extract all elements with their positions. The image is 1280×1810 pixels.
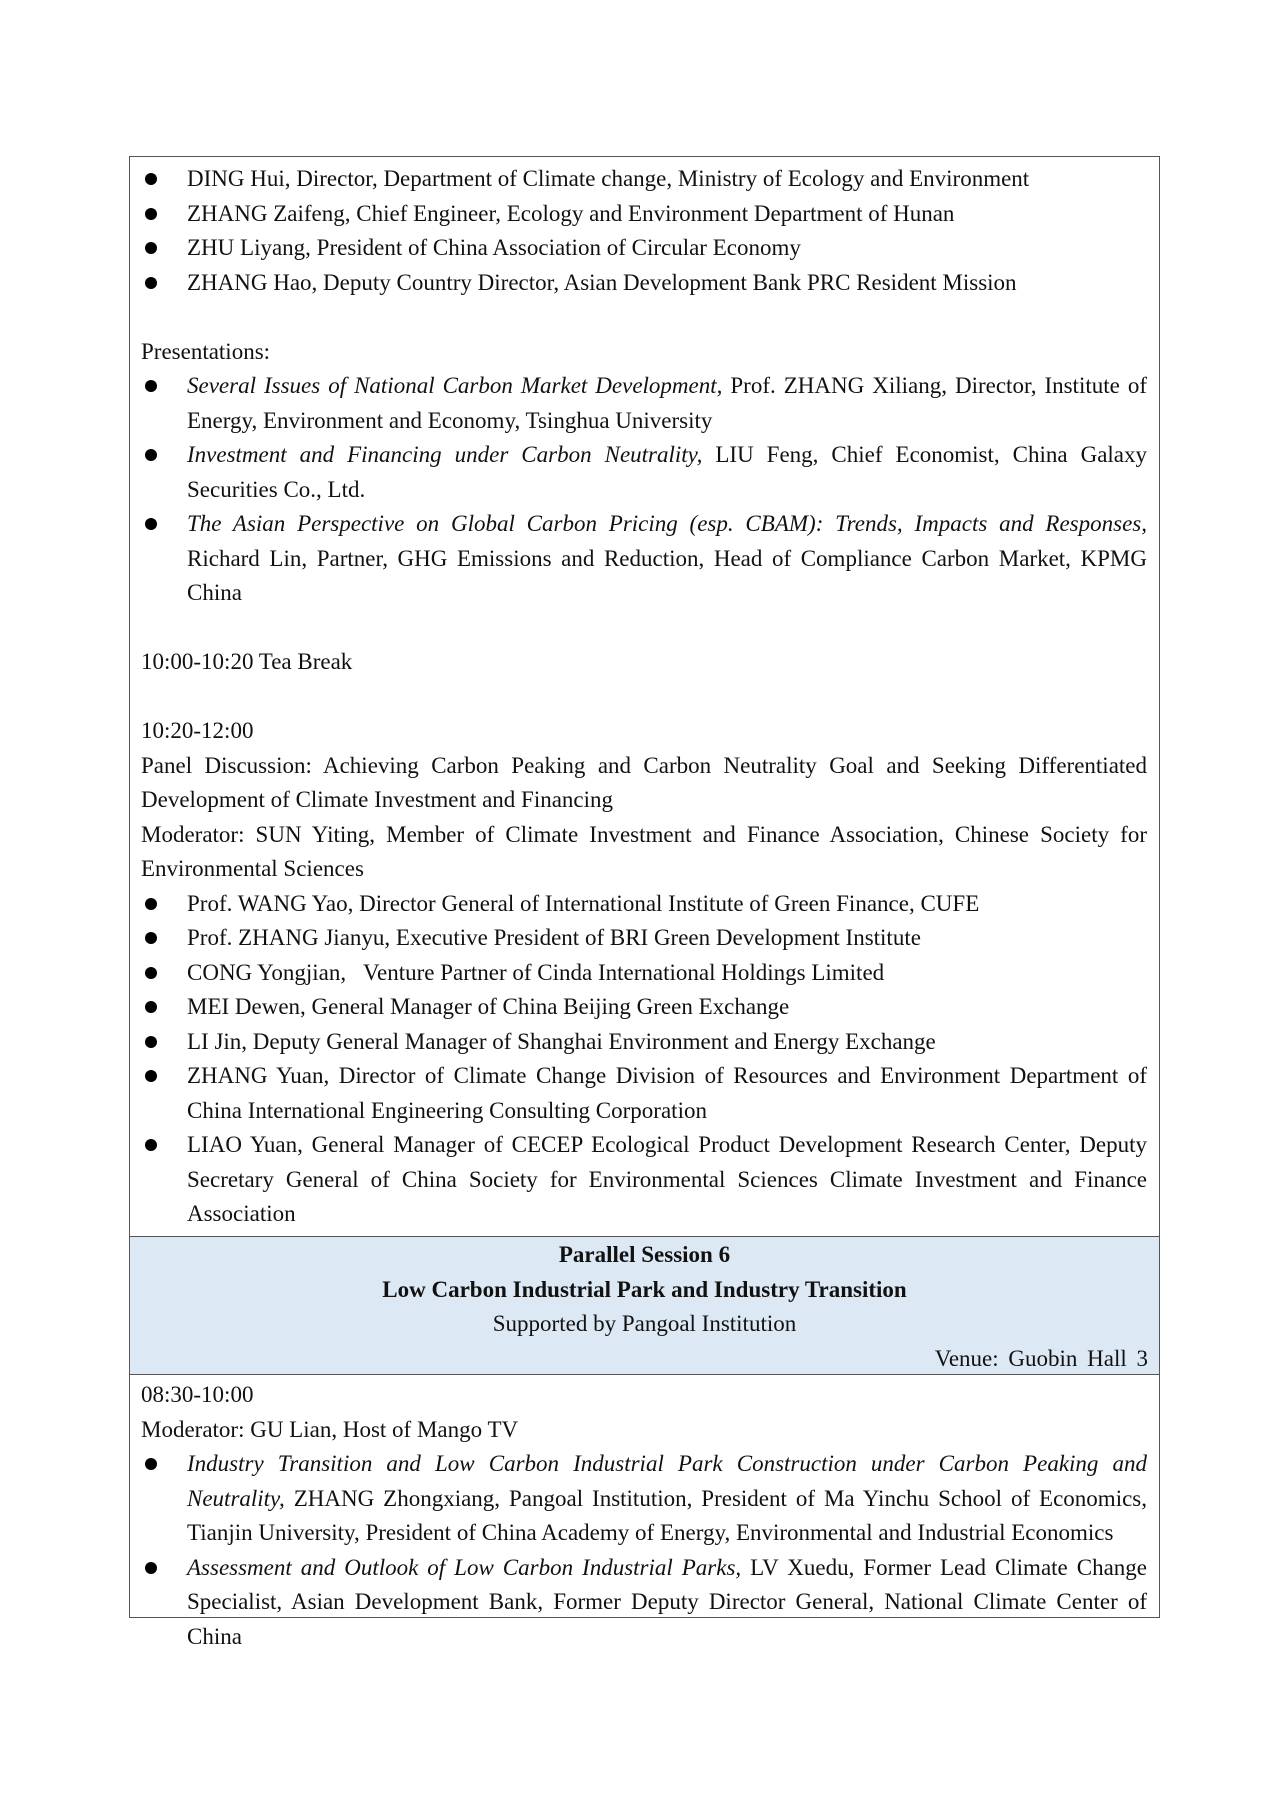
session-moderator: Moderator: GU Lian, Host of Mango TV: [141, 1416, 519, 1442]
list-item: [141, 507, 1147, 611]
session-time: 08:30-10:00: [141, 1382, 254, 1407]
panelists-list: [141, 887, 1147, 1232]
agenda-box-upper: [129, 156, 1160, 1237]
panel-moderator: Moderator: SUN Yiting, Member of Climate Investment and Finance Association, Chinese Society for Environmental Sciences: [141, 821, 1147, 881]
session-talks-list: [141, 1447, 1147, 1654]
list-item: LIAO Yuan, General Manager of CECEP Ecological Product Development Research Center, Deputy Secretary General of China Society for Environmental Sciences Climate Investment and Finance Association: [141, 1128, 1147, 1232]
spacer: [141, 611, 1147, 646]
presentation-speaker: Richard Lin, Partner, GHG Emissions and Reduction, Head of Compliance Carbon Market, KPMG China: [187, 545, 1147, 605]
session-header: [129, 1236, 1160, 1375]
presentation-title: Several Issues of National Carbon Market Development,: [187, 373, 723, 398]
presentations-label: Presentations:: [141, 338, 271, 364]
talk-title: Assessment and Outlook of Low Carbon Industrial Parks,: [187, 1554, 742, 1580]
spacer: [141, 300, 1147, 335]
talk-speaker: ZHANG Zhongxiang, Pangoal Institution, President of Ma Yinchu School of Economics, Tianjin University, President of China Academy of Energy, Environmental and Industrial Economics: [187, 1485, 1147, 1545]
presentation-speaker: LIU Feng, Chief Economist, China Galaxy Securities Co., Ltd.: [187, 442, 1147, 502]
list-item: ZHU Liyang, President of China Association of Circular Economy: [141, 231, 1147, 266]
list-item: ZHANG Hao, Deputy Country Director, Asian Development Bank PRC Resident Mission: [141, 266, 1147, 301]
list-item: Prof. WANG Yao, Director General of International Institute of Green Finance, CUFE: [141, 887, 1147, 922]
list-item: [141, 1447, 1147, 1551]
list-item: Prof. ZHANG Jianyu, Executive President of BRI Green Development Institute: [141, 921, 1147, 956]
session-label: Parallel Session 6: [558, 1242, 731, 1267]
list-item: [141, 1551, 1147, 1655]
list-item: ZHANG Zaifeng, Chief Engineer, Ecology and Environment Department of Hunan: [141, 197, 1147, 232]
talk-title: Industry Transition and Low Carbon Industrial Park Construction under Carbon Peaking and Neutrality,: [187, 1451, 1147, 1511]
session-venue: Venue: Guobin Hall 3: [934, 1345, 1148, 1371]
session-support: Supported by Pangoal Institution: [492, 1311, 797, 1336]
tea-break: 10:00-10:20 Tea Break: [141, 649, 353, 674]
list-item: [141, 438, 1147, 507]
list-item: LI Jin, Deputy General Manager of Shanghai Environment and Energy Exchange: [141, 1025, 1147, 1060]
list-item: MEI Dewen, General Manager of China Beijing Green Exchange: [141, 990, 1147, 1025]
spacer: [141, 680, 1147, 715]
officials-list: [141, 162, 1147, 300]
panel-time: 10:20-12:00: [141, 718, 254, 743]
list-item: CONG Yongjian, Venture Partner of Cinda International Holdings Limited: [141, 956, 1147, 991]
presentation-title: The Asian Perspective on Global Carbon Pricing (esp. CBAM): Trends, Impacts and Responses,: [187, 511, 1147, 536]
list-item: DING Hui, Director, Department of Climate change, Ministry of Ecology and Environment: [141, 162, 1147, 197]
session-title: Low Carbon Industrial Park and Industry Transition: [382, 1276, 907, 1302]
panel-title: Panel Discussion: Achieving Carbon Peaking and Carbon Neutrality Goal and Seeking Differentiated Development of Climate Investment and Financing: [141, 752, 1147, 812]
agenda-box-lower: [129, 1374, 1160, 1649]
talk-speaker: LV Xuedu, Former Lead Climate Change Specialist, Asian Development Bank, Former Deputy Director General, National Climate Center of China: [187, 1554, 1147, 1649]
presentations-list: [141, 369, 1147, 611]
list-item: [141, 369, 1147, 438]
presentation-title: Investment and Financing under Carbon Neutrality,: [187, 442, 703, 467]
list-item: ZHANG Yuan, Director of Climate Change Division of Resources and Environment Department of China International Engineering Consulting Corporation: [141, 1059, 1147, 1128]
presentation-speaker: Prof. ZHANG Xiliang, Director, Institute of Energy, Environment and Economy, Tsinghua University: [187, 373, 1147, 433]
